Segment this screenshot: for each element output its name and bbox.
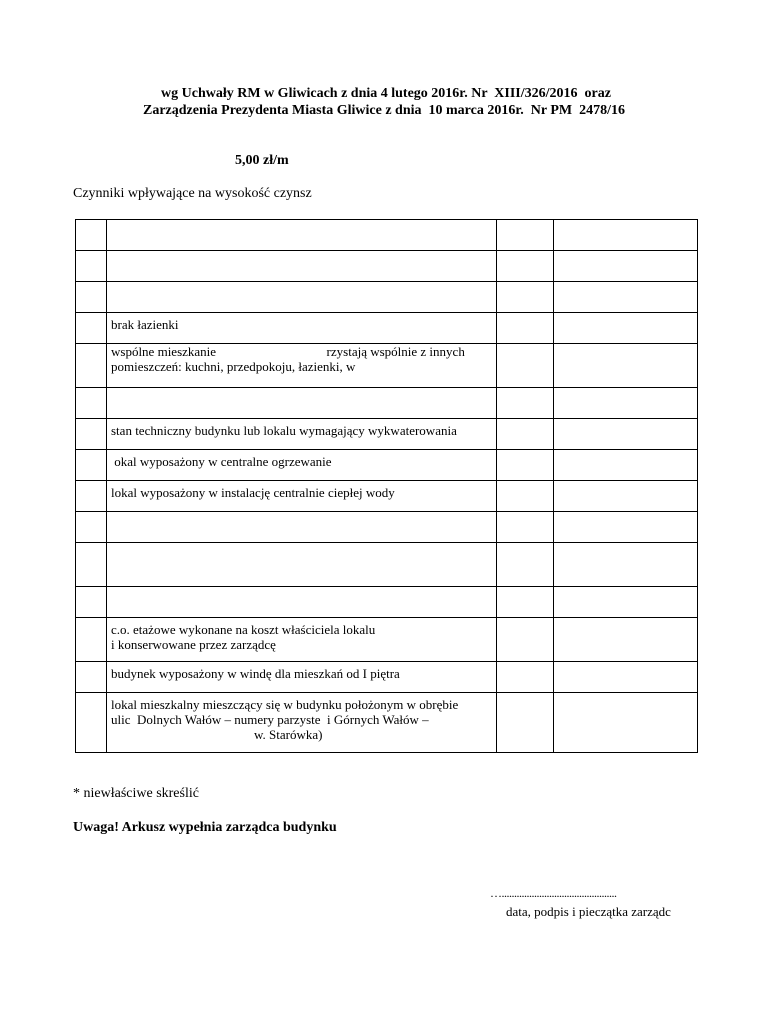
table-row <box>76 419 698 450</box>
table-row <box>76 587 698 618</box>
mark-cell <box>497 618 554 662</box>
mark-cell <box>497 344 554 388</box>
factor-description-cell: brak łazienki <box>107 313 497 344</box>
row-number-cell <box>76 662 107 693</box>
row-number-cell <box>76 388 107 419</box>
value-cell <box>554 450 698 481</box>
factors-table <box>75 219 698 753</box>
value-cell <box>554 543 698 587</box>
table-row <box>76 388 698 419</box>
table-row <box>76 618 698 662</box>
value-cell <box>554 618 698 662</box>
row-number-cell <box>76 220 107 251</box>
factor-description-cell <box>107 282 497 313</box>
row-number-cell <box>76 313 107 344</box>
table-row <box>76 220 698 251</box>
mark-cell <box>497 282 554 313</box>
table-row <box>76 543 698 587</box>
row-number-cell <box>76 481 107 512</box>
factor-description-cell <box>107 512 497 543</box>
row-number-cell <box>76 618 107 662</box>
row-number-cell <box>76 344 107 388</box>
value-cell <box>554 481 698 512</box>
value-cell <box>554 344 698 388</box>
factors-intro: Czynniki wpływające na wysokość czynsz <box>73 186 312 201</box>
mark-cell <box>497 251 554 282</box>
mark-cell <box>497 419 554 450</box>
value-cell <box>554 512 698 543</box>
row-number-cell <box>76 282 107 313</box>
table-row <box>76 450 698 481</box>
header-line-1: wg Uchwały RM w Gliwicach z dnia 4 lutego 2016r. Nr XIII/326/2016 oraz <box>161 86 611 101</box>
header-line-2: Zarządzenia Prezydenta Miasta Gliwice z dnia 10 marca 2016r. Nr PM 2478/16 <box>142 103 626 118</box>
factor-description-cell: lokal wyposażony w instalację centralnie ciepłej wody <box>107 481 497 512</box>
factor-description-cell: budynek wyposażony w windę dla mieszkań od I piętra <box>107 662 497 693</box>
row-number-cell <box>76 450 107 481</box>
factor-description-cell: okal wyposażony w centralne ogrzewanie <box>107 450 497 481</box>
table-row <box>76 512 698 543</box>
factor-description-cell: c.o. etażowe wykonane na koszt właściciela lokalu i konserwowane przez zarządcę <box>107 618 497 662</box>
value-cell <box>554 251 698 282</box>
mark-cell <box>497 313 554 344</box>
value-cell <box>554 313 698 344</box>
factor-description-cell: stan techniczny budynku lub lokalu wymagający wykwaterowania <box>107 419 497 450</box>
factor-description-cell: wspólne mieszkanie rzystają wspólnie z innych pomieszczeń: kuchni, przedpokoju, łazienki, w <box>107 344 497 388</box>
row-number-cell <box>76 419 107 450</box>
table-row <box>76 693 698 753</box>
value-cell <box>554 693 698 753</box>
table-row <box>76 481 698 512</box>
mark-cell <box>497 662 554 693</box>
row-number-cell <box>76 512 107 543</box>
mark-cell <box>497 543 554 587</box>
factor-description-cell <box>107 587 497 618</box>
value-cell <box>554 282 698 313</box>
table-row <box>76 251 698 282</box>
table-row <box>76 282 698 313</box>
value-cell <box>554 662 698 693</box>
factor-description-cell <box>107 388 497 419</box>
factor-description-cell: lokal mieszkalny mieszczący się w budynku położonym w obrębie ulic Dolnych Wałów – numery parzyste i Górnych Wałów – w. Starówka) <box>107 693 497 753</box>
signature-label: data, podpis i pieczątka zarządc <box>506 904 671 919</box>
table-row <box>76 344 698 388</box>
value-cell <box>554 419 698 450</box>
mark-cell <box>497 388 554 419</box>
mark-cell <box>497 512 554 543</box>
mark-cell <box>497 481 554 512</box>
table-row <box>76 313 698 344</box>
rent-rate: 5,00 zł/m <box>235 153 289 168</box>
value-cell <box>554 220 698 251</box>
value-cell <box>554 587 698 618</box>
signature-line: ….............................................. <box>490 886 617 900</box>
factor-description-cell <box>107 251 497 282</box>
value-cell <box>554 388 698 419</box>
mark-cell <box>497 587 554 618</box>
mark-cell <box>497 220 554 251</box>
footnote: * niewłaściwe skreślić <box>73 786 199 801</box>
mark-cell <box>497 450 554 481</box>
table-row <box>76 662 698 693</box>
factor-description-cell <box>107 543 497 587</box>
row-number-cell <box>76 543 107 587</box>
mark-cell <box>497 693 554 753</box>
row-number-cell <box>76 587 107 618</box>
row-number-cell <box>76 693 107 753</box>
factor-description-cell <box>107 220 497 251</box>
warning-note: Uwaga! Arkusz wypełnia zarządca budynku <box>73 820 337 835</box>
row-number-cell <box>76 251 107 282</box>
